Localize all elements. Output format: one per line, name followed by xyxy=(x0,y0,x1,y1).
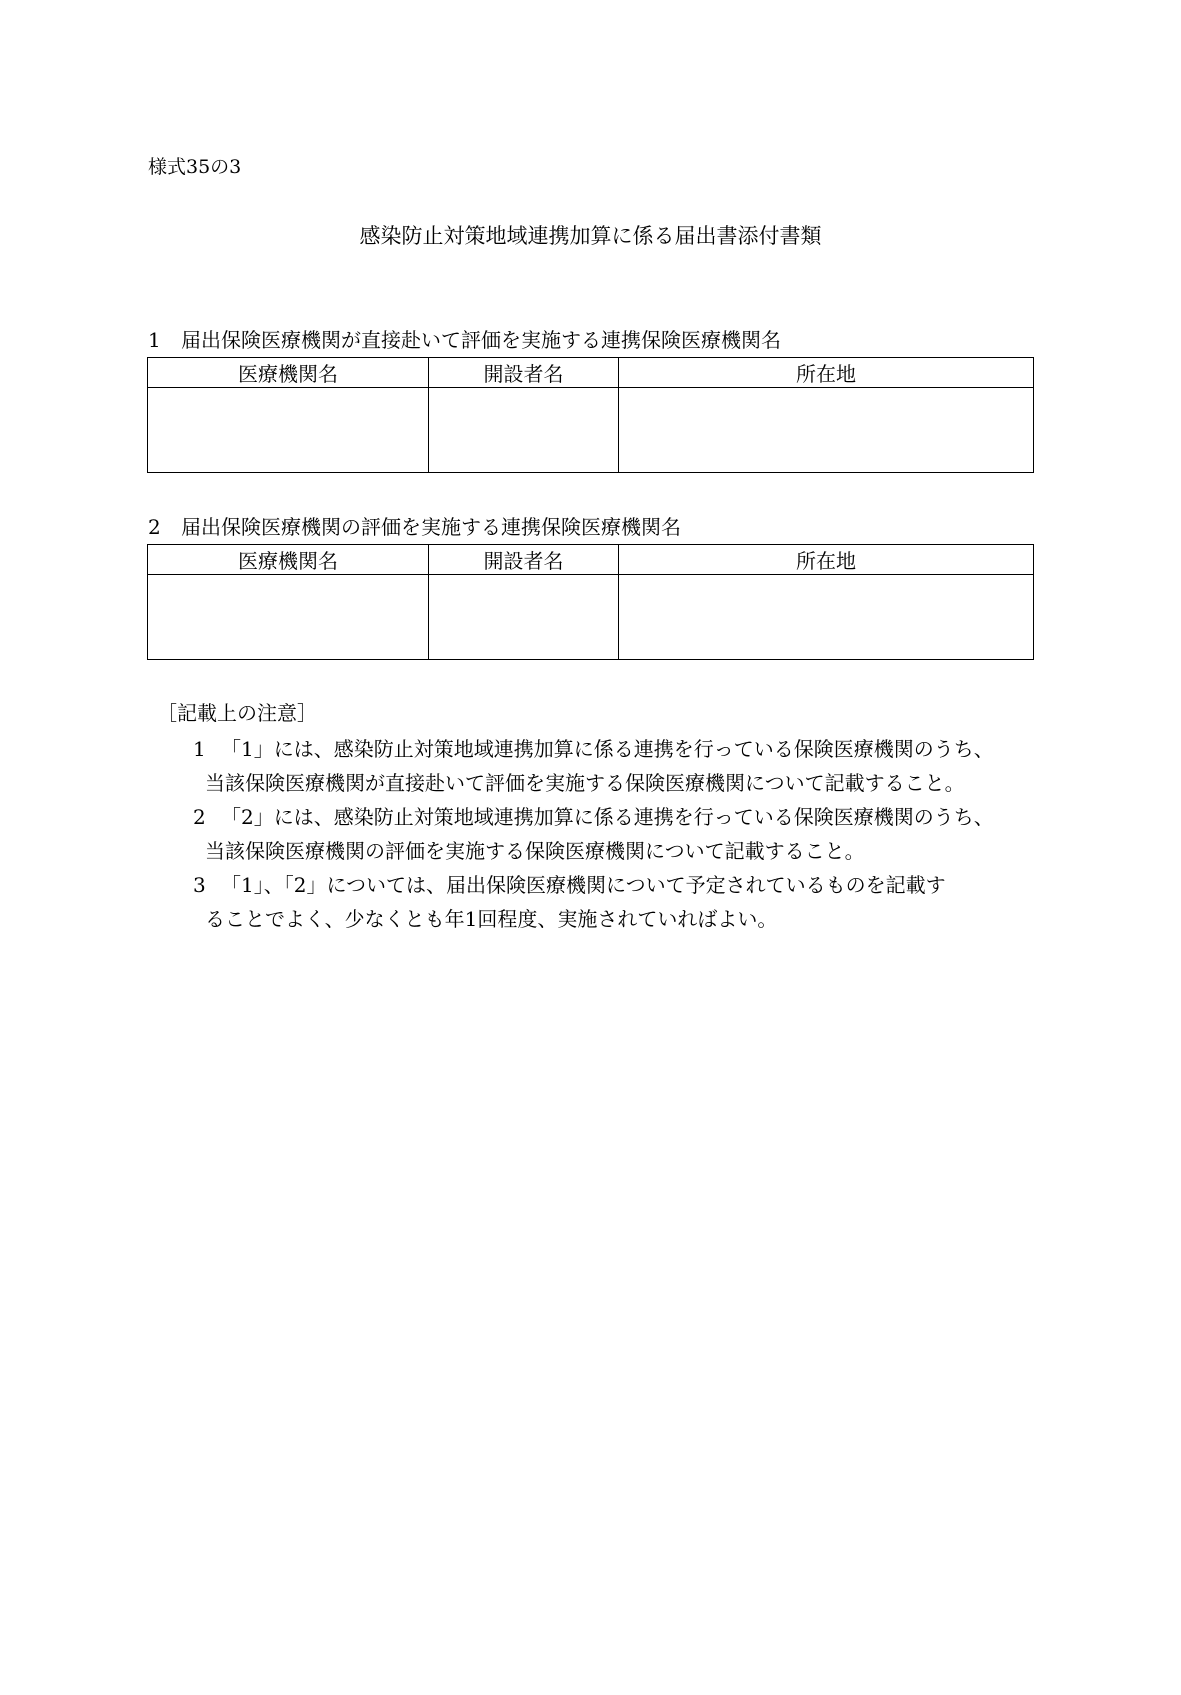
column-header-address: 所在地 xyxy=(619,358,1034,388)
section-1-table xyxy=(147,357,1034,473)
note-number: 3 xyxy=(193,873,206,897)
section-2-number: 2 xyxy=(148,515,161,539)
column-header-address: 所在地 xyxy=(619,545,1034,575)
section-1-number: 1 xyxy=(148,328,161,352)
note-line-continuation: 当該保険医療機関が直接赴いて評価を実施する保険医療機関について記載すること。 xyxy=(205,771,965,795)
note-line xyxy=(193,868,1073,902)
founder-name-cell[interactable] xyxy=(429,388,619,473)
section-1-heading xyxy=(148,327,781,353)
column-header-institution-name: 医療機関名 xyxy=(148,358,429,388)
form-number: 様式35の3 xyxy=(148,156,242,178)
column-header-institution-name: 医療機関名 xyxy=(148,545,429,575)
founder-name-cell[interactable] xyxy=(429,575,619,660)
note-text: 「2」には、感染防止対策地域連携加算に係る連携を行っている保険医療機関のうち、 xyxy=(221,805,994,829)
note-line xyxy=(193,800,1073,834)
note-text: 「1」、「2」については、届出保険医療機関について予定されているものを記載す xyxy=(221,873,946,897)
note-item-1 xyxy=(193,732,1073,800)
note-line-continuation: ることでよく、少なくとも年1回程度、実施されていればよい。 xyxy=(205,907,778,931)
column-header-founder-name: 開設者名 xyxy=(429,358,619,388)
note-text: 「1」には、感染防止対策地域連携加算に係る連携を行っている保険医療機関のうち、 xyxy=(221,737,994,761)
institution-name-cell[interactable] xyxy=(148,388,429,473)
section-2-table xyxy=(147,544,1034,660)
note-number: 1 xyxy=(193,737,206,761)
note-line-continuation: 当該保険医療機関の評価を実施する保険医療機関について記載すること。 xyxy=(205,839,865,863)
note-item-2 xyxy=(193,800,1073,868)
note-item-3 xyxy=(193,868,1073,936)
column-header-founder-name: 開設者名 xyxy=(429,545,619,575)
address-cell[interactable] xyxy=(619,575,1034,660)
notes-title: ［記載上の注意］ xyxy=(157,701,317,725)
table-row xyxy=(148,575,1034,660)
section-2-heading xyxy=(148,514,681,540)
table-row xyxy=(148,388,1034,473)
institution-name-cell[interactable] xyxy=(148,575,429,660)
address-cell[interactable] xyxy=(619,388,1034,473)
document-title: 感染防止対策地域連携加算に係る届出書添付書類 xyxy=(359,224,822,248)
section-2-heading-text: 届出保険医療機関の評価を実施する連携保険医療機関名 xyxy=(181,515,681,539)
note-line xyxy=(193,732,1073,766)
section-1-heading-text: 届出保険医療機関が直接赴いて評価を実施する連携保険医療機関名 xyxy=(181,328,781,352)
table-header-row xyxy=(148,545,1034,575)
table-header-row xyxy=(148,358,1034,388)
note-number: 2 xyxy=(193,805,206,829)
